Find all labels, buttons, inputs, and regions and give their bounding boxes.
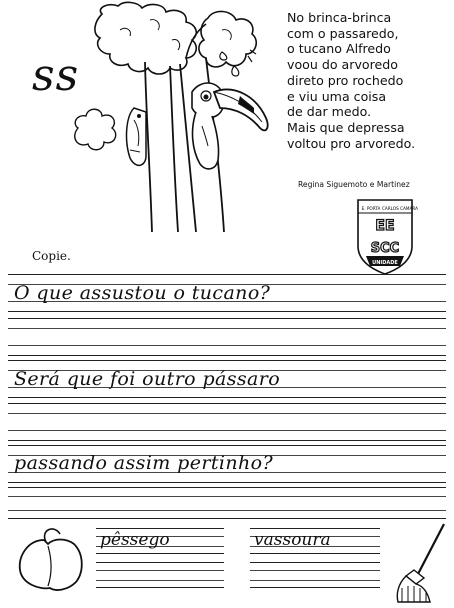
model-word: vassoura xyxy=(254,530,331,550)
instruction-label: Copie. xyxy=(32,249,71,263)
model-word: pêssego xyxy=(100,530,170,550)
poem-line: o tucano Alfredo xyxy=(287,41,391,57)
model-sentence: Será que foi outro pássaro xyxy=(14,368,281,390)
logo-motto: UNIDADE xyxy=(372,260,398,266)
logo-top-left: E. PORTA xyxy=(361,206,381,211)
poem-line: voou do arvoredo xyxy=(287,57,398,73)
model-sentence: O que assustou o tucano? xyxy=(14,282,271,304)
poem-line: e viu uma coisa xyxy=(287,88,387,104)
poem-line: de dar medo. xyxy=(287,104,372,120)
poem-author: Regina Siguemoto e Martinez xyxy=(298,180,410,189)
logo-middle: EE xyxy=(375,218,395,234)
logo-top-right: CARLOS CAMARA xyxy=(381,206,419,211)
model-sentence: passando assim pertinho? xyxy=(14,452,274,474)
poem-line: Mais que depressa xyxy=(287,119,405,135)
featured-letters: ss xyxy=(32,50,80,101)
poem-line: No brinca-brinca xyxy=(287,10,392,25)
logo-bottom: SCC xyxy=(370,241,400,256)
poem-line: voltou pro arvoredo. xyxy=(287,135,416,151)
poem-line: direto pro rochedo xyxy=(287,72,404,88)
poem-line: com o passaredo, xyxy=(287,25,399,41)
